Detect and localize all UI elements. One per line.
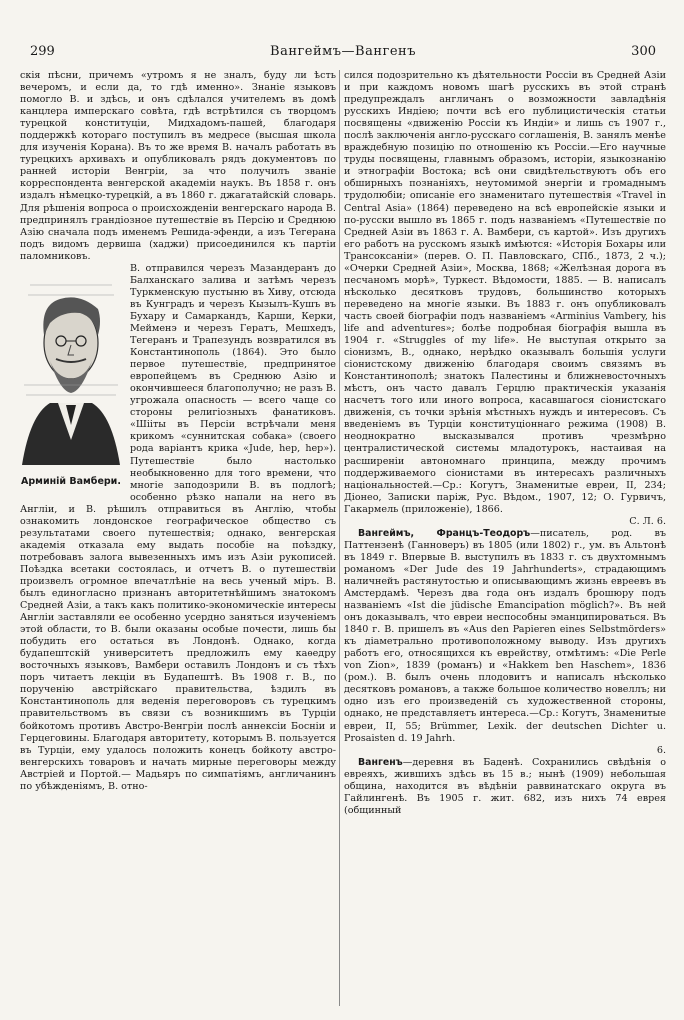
entry-wangen: [344, 757, 666, 817]
portrait-caption: Арминій Вамбери.: [21, 475, 121, 487]
entry-wangen-heading: Вангенъ: [358, 756, 403, 768]
left-paragraph-1: скія пѣсни, причемъ «утромъ я не зналъ, буду ли ѣсть вечеромъ, и если да, то гдѣ именно». Знаніе языковъ помогло В. и здѣсь, и онъ сдѣлался учителемъ въ домѣ канцлера имперскаго совѣта, гдѣ встрѣтился съ творцомъ турецкой конституціи, Мидхадомъ-пашей, благодаря поддержкѣ котораго поступилъ въ медресе (высшая школа для изученія Корана). Въ то же время В. началъ работать въ турецкихъ архивахъ и опубликовалъ рядъ документовъ по ранней исторіи Венгріи, за что получилъ званіе корреспондента венгерской академіи наукъ. Въ 1858 г. онъ издалъ нѣмецко-турецкій, а въ 1860 г. джагатайскій словарь. Для рѣшенія вопроса о происхожденіи венгерскаго народа В. предпринялъ грандіозное путешествіе въ Персію и Среднюю Азію сначала подъ именемъ Решида-эфенди, а изъ Тегерана подъ видомъ дервиша (хаджи) присоединился къ партіи паломниковъ.: [20, 70, 336, 262]
right-column: [344, 70, 666, 1006]
column-divider: [339, 70, 340, 1006]
page-number-left: 299: [30, 44, 55, 59]
portrait-engraving: [20, 265, 122, 470]
entry-wangen-body: —деревня въ Баденѣ. Сохранились свѣдѣнія о евреяхъ, жившихъ здѣсь въ 15 в.; нынѣ (1909) небольшая община, находится въ вѣдѣніи раввинатскаго округа въ Гайлингенѣ. Въ 1905 г. жит. 682, изъ нихъ 74 еврея (общинный: [344, 756, 666, 816]
article-signature-2: 6.: [656, 744, 666, 756]
article-signature-1: С. Л. 6.: [629, 515, 666, 527]
running-header: [30, 44, 656, 64]
right-paragraph-1: сился подозрительно къ дѣятельности Россіи въ Средней Азіи и при каждомъ новомъ шагѣ русскихъ въ этой странѣ предупреждалъ англичанъ о возможности завладѣнія русскихъ Индіею; почти всѣ его публицистическія статьи посвящены «движенію Россіи къ Индіи» и лишь съ 1907 г., послѣ заключенія англо-русскаго соглашенія, В. занялъ менѣе враждебную позицію по отношенію къ Россіи.—Его научные труды посвящены, главнымъ образомъ, исторіи, языкознанію и этнографіи Востока; всѣ они свидѣтельствуютъ объ его обширныхъ познаніяхъ, неутомимой энергіи и громаднымъ трудолюбіи; описаніе его знаменитаго путешествія «Travel in Central Asia» (1864) переведено на всѣ европейскіе языки и по-русски вышло въ 1865 г. подъ названіемъ «Путешествіе по Средней Азіи въ 1863 г. А. Вамбери, съ картой». Изъ другихъ его работъ на русскомъ языкѣ имѣются: «Исторія Бохары или Трансоксаніи» (перев. О. П. Павловскаго, СПб., 1873, 2 ч.); «Очерки Средней Азіи», Москва, 1868; «Желѣзная дорога въ песчаномъ морѣ», Туркест. Вѣдомости, 1885. — В. написалъ нѣсколько десятковъ трудовъ, большинство которыхъ переведено на многіе языки. Въ 1883 г. онъ опубликовалъ часть своей біографіи подъ названіемъ «Arminius Vambery, his life and adventures»; болѣе подробная біографія вышла въ 1904 г. «Struggles of my life». Не выступая открыто за сіонизмъ, В., однако, нерѣдко оказывалъ большія услуги сіонистскому движенію благодаря своимъ связямъ въ Константинополѣ; знатокъ Палестины и ближневосточныхъ мѣстъ, онъ часто давалъ Герцлю практическія указанія насчетъ того или иного вопроса, касавшагося сіонистскаго движенія, съ точки зрѣнія мѣстныхъ нуждъ и интересовъ. Съ введеніемъ въ Турціи конституціоннаго режима (1908) В. неоднократно высказывался противъ чрезмѣрно централистической системы младотурокъ, настаивая на расширеніи автономнаго принципа, между прочимъ поддерживаемого сіонистами въ интересахъ различныхъ національностей.—Ср.: Когутъ, Знаменитые евреи, II, 234; Діонео, Записки парiж, Рус. Вѣдом., 1907, 12; О. Гурвичъ, Гакармель (приложеніе), 1866.: [344, 70, 666, 515]
entry-wangeim: [344, 528, 666, 745]
entry-wangeim-heading: Вангеймъ, Францъ-Теодоръ: [358, 527, 531, 539]
entry-wangeim-body: —писатель, род. въ Паттензенѣ (Ганноверъ) въ 1805 (или 1802) г., ум. въ Альтонѣ въ 1849 г. Впервые В. выступилъ въ 1833 г. съ двухтомнымъ романомъ «Der Jude des 19 Jahrhunderts», страдающимъ наличнейъ растянутостью и описывающимъ жизнь евреевъ въ Амстердамѣ. Черезъ два года онъ издалъ брошюру подъ названіемъ «Ist die jüdische Emancipation möglich?». Въ ней онъ доказывалъ, что евреи неспособны эманципироваться. Въ 1840 г. В. пришелъ въ «Aus den Papieren eines Selbstmörders» къ діаметрально противоположному выводу. Изъ другихъ работъ его, относящихся къ еврейству, отмѣтимъ: «Die Perle von Zion», 1839 (романъ) и «Hakkem ben Haschem», 1836 (ром.). В. былъ очень плодовитъ и написалъ нѣсколько десятковъ романовъ, а также большое количество новеллъ; ни одно изъ его произведеній съ художественной стороны, однако, не представляетъ интереса.—Ср.: Когутъ, Знаменитые евреи, II, 55; Brümmer, Lexik. der deutschen Dichter u. Prosaisten d. 19 Jahrh.: [344, 527, 666, 744]
page-number-right: 300: [631, 44, 656, 59]
portrait-figure: [20, 265, 122, 500]
left-column: [20, 70, 336, 1006]
running-title: Вангеймъ—Вангенъ: [270, 44, 416, 59]
left-paragraph-2: В. отправился черезъ Мазандеранъ до Балханскаго залива и затѣмъ черезъ Туркменскую пустыню въ Хиву, отсюда въ Кунградъ и черезъ Кызылъ-Кушъ въ Бухару и Самаркандъ, Карши, Керки, Мейменэ и черезъ Гератъ, Мешхедъ, Тегеранъ и Трапезундъ возвратился въ Константинополь (1864). Это было первое путешествіе, предпринятое европейцемъ въ Среднюю Азію и окончившееся благополучно; не разъ В. угрожала опасность — всего чаще со стороны религіозныхъ фанатиковъ. «Шііты въ Персіи встрѣчали меня крикомъ «суннитская собака» (своего рода варіантъ крика «Jude, hep, hep»). Путешествіе было настолько необыкновенно для того времени, что многіе заподозрили В. въ подлогѣ; особенно рѣзко напали на него въ Англіи, и В. рѣшилъ отправиться въ Англію, чтобы ознакомить лондонское географическое общество съ результатами своего путешествія; однако, венгерская академія отказала ему выдать пособіе на поѣздку, потребовавъ залога вывезенныхъ имъ изъ Азіи рукописей. Поѣздка всетаки состоялась, и отчетъ В. о путешествіи произвелъ огромное впечатлѣніе на весь ученый міръ. В. былъ единогласно признанъ авторитетнѣйшимъ знатокомъ Средней Азіи, а такъ какъ политико-экономическіе интересы Англіи заставляли ее особенно усердно заняться изученіемъ этой области, то В. были оказаны особые почести, лишь бы побудить его остаться въ Лондонѣ. Однако, когда будапештскій университетъ предложилъ ему каѳедру восточныхъ языковъ, Вамбери оставилъ Лондонъ и съ тѣхъ поръ читаетъ лекціи въ Будапештѣ. Въ 1908 г. В., по порученію австрійскаго правительства, ѣздилъ въ Константинополь для веденія переговоровъ съ турецкимъ правительствомъ въ связи съ возникшимъ въ Турціи бойкотомъ противъ Австро-Венгріи послѣ аннексіи Босніи и Герцеговины. Благодаря авторитету, которымъ В. пользуется въ Турціи, ему удалось положить конецъ бойкоту австро-венгерскихъ товаровъ и начать мирные переговоры между Австріей и Портой.— Мадьяръ по симпатіямъ, англичанинъ по убѣжденіямъ, В. отно-: [20, 262, 336, 792]
